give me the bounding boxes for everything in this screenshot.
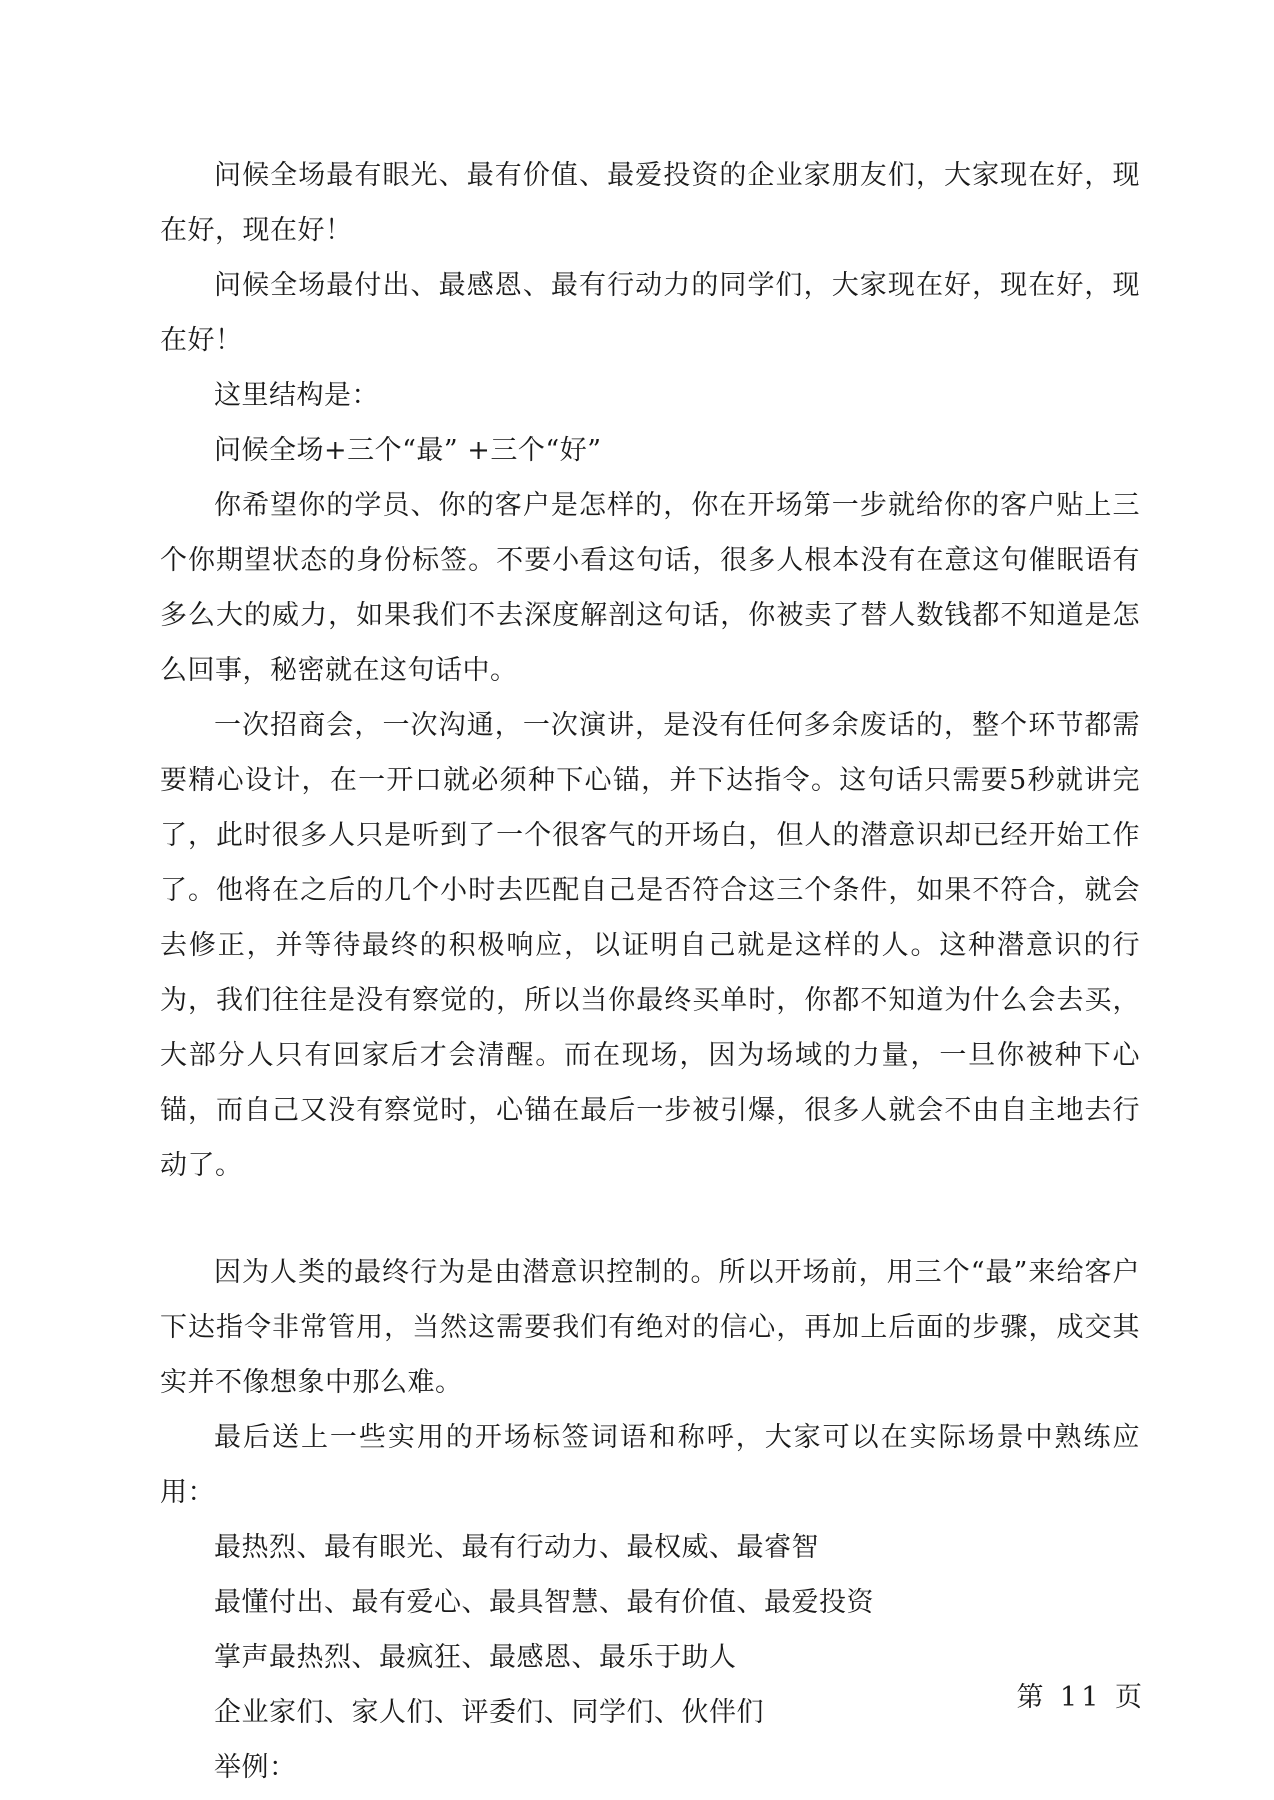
- page-number: 第 11 页: [1016, 1682, 1146, 1713]
- list-item: 最热烈、最有眼光、最有行动力、最权威、最睿智: [214, 1532, 819, 1563]
- label-word-list: [160, 1520, 1140, 1795]
- paragraph-structure-formula: 问候全场+三个“最” +三个“好”: [214, 435, 602, 466]
- paragraph-structure-label: 这里结构是：: [214, 380, 379, 411]
- paragraph-conclusion: 因为人类的最终行为是由潜意识控制的。所以开场前，用三个“最”来给客户下达指令非常管用，当然这需要我们有绝对的信心，再加上后面的步骤，成交其实并不像想象中那么难。: [160, 1257, 1140, 1398]
- paragraph-identity-labels: 你希望你的学员、你的客户是怎样的，你在开场第一步就给你的客户贴上三个你期望状态的身份标签。不要小看这句话，很多人根本没有在意这句催眠语有多么大的威力，如果我们不去深度解剖这句话，你被卖了替人数钱都不知道是怎么回事，秘密就在这句话中。: [160, 490, 1140, 686]
- list-item-example-label: 举例：: [214, 1752, 297, 1783]
- paragraph-greeting-students: 问候全场最付出、最感恩、最有行动力的同学们，大家现在好，现在好，现在好！: [160, 270, 1140, 356]
- list-item: 最懂付出、最有爱心、最具智慧、最有价值、最爱投资: [214, 1587, 874, 1618]
- list-item: 掌声最热烈、最疯狂、最感恩、最乐于助人: [214, 1642, 737, 1673]
- paragraph-greeting-entrepreneurs: 问候全场最有眼光、最有价值、最爱投资的企业家朋友们，大家现在好，现在好，现在好！: [160, 160, 1140, 246]
- paragraph-list-intro: 最后送上一些实用的开场标签词语和称呼，大家可以在实际场景中熟练应用：: [160, 1422, 1140, 1508]
- list-item: 企业家们、家人们、评委们、同学们、伙伴们: [214, 1697, 764, 1728]
- document-body: [160, 148, 1140, 1795]
- paragraph-subconscious-anchor: 一次招商会，一次沟通，一次演讲，是没有任何多余废话的，整个环节都需要精心设计，在一开口就必须种下心锚，并下达指令。这句话只需要5秒就讲完了，此时很多人只是听到了一个很客气的开场白，但人的潜意识却已经开始工作了。他将在之后的几个小时去匹配自己是否符合这三个条件，如果不符合，就会去修正，并等待最终的积极响应，以证明自己就是这样的人。这种潜意识的行为，我们往往是没有察觉的，所以当你最终买单时，你都不知道为什么会去买，大部分人只有回家后才会清醒。而在现场，因为场域的力量，一旦你被种下心锚，而自己又没有察觉时，心锚在最后一步被引爆，很多人就会不由自主地去行动了。: [160, 710, 1140, 1181]
